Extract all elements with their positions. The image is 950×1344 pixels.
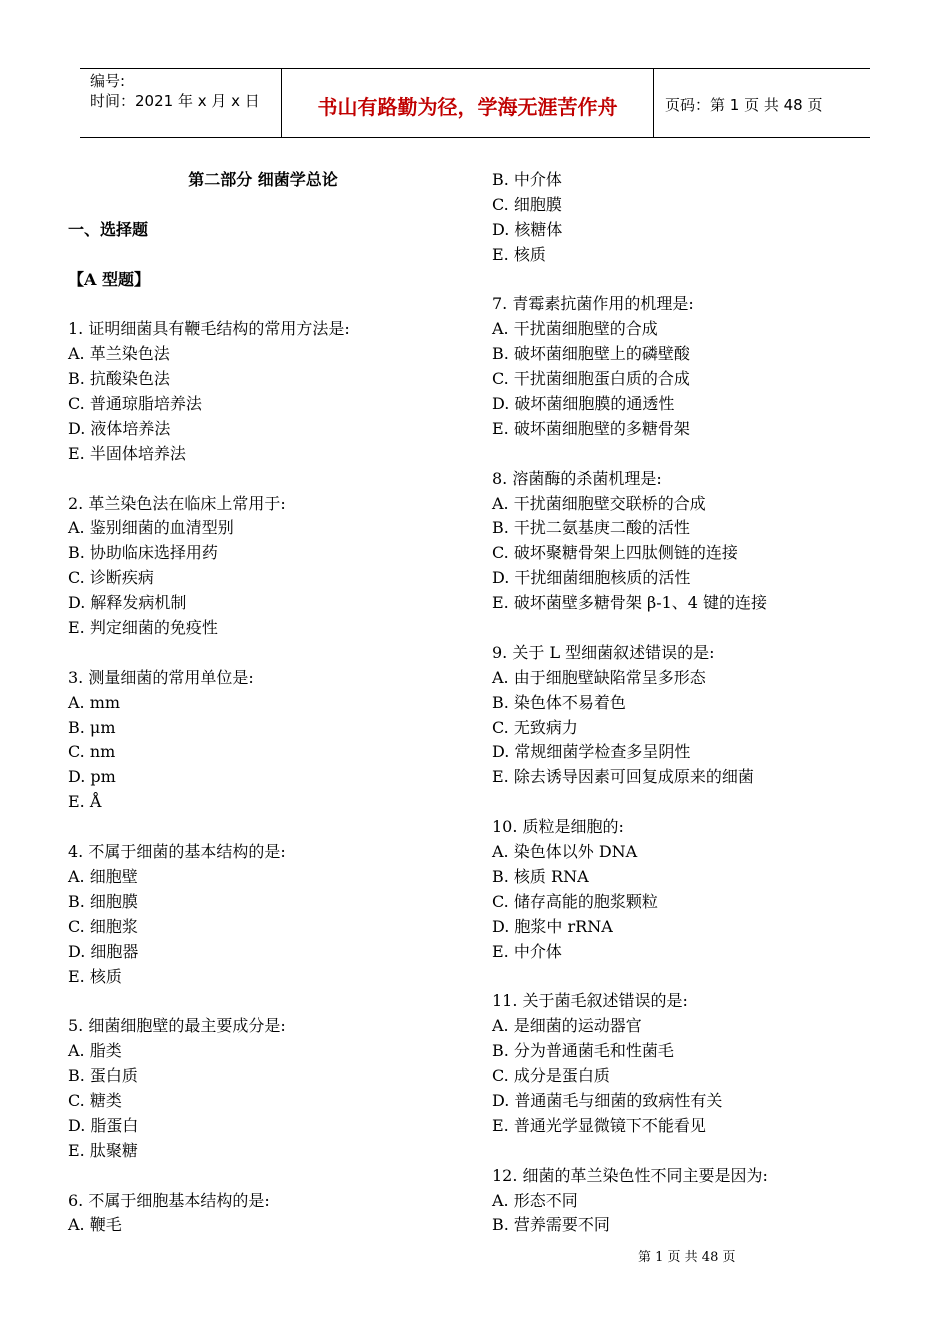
page-number-info: 页码：第 1 页 共 48 页 [665, 96, 823, 114]
answer-option: A. 脂类 [68, 1041, 122, 1061]
blank-line [68, 641, 468, 666]
blank-line [68, 815, 468, 840]
blank-line [492, 965, 892, 990]
page-header [80, 68, 870, 138]
right-column [492, 168, 892, 1238]
answer-option: E. 肽聚糖 [68, 1140, 138, 1160]
answer-option: C. 诊断疾病 [68, 568, 154, 588]
answer-option: D. 液体培养法 [68, 418, 171, 438]
answer-option: D. 干扰细菌细胞核质的活性 [492, 568, 691, 588]
document-date: 时间：2021 年 x 月 x 日 [90, 92, 260, 110]
blank-line [492, 268, 892, 293]
answer-option: B. 中介体 [492, 170, 562, 189]
answer-option: E. 核质 [68, 966, 122, 986]
answer-option: C. 破坏聚糖骨架上四肽侧链的连接 [492, 543, 738, 563]
answer-option: B. 分为普通菌毛和性菌毛 [492, 1041, 674, 1061]
answer-option: B. 抗酸染色法 [68, 369, 170, 389]
answer-option: D. 常规细菌学检查多呈阴性 [492, 742, 691, 762]
answer-option: D. 破坏菌细胞膜的通透性 [492, 394, 675, 414]
blank-line [68, 1164, 468, 1189]
answer-option: C. 糖类 [68, 1090, 122, 1110]
section-title: 第二部分 细菌学总论 [188, 170, 338, 189]
answer-option: A. 干扰菌细胞壁的合成 [492, 319, 658, 339]
answer-option: B. 细胞膜 [68, 891, 138, 911]
answer-option: B. 染色体不易着色 [492, 692, 626, 712]
left-column [68, 168, 468, 1238]
answer-option: C. 成分是蛋白质 [492, 1066, 610, 1086]
blank-line [68, 467, 468, 492]
question-stem: 6. 不属于细胞基本结构的是: [68, 1190, 270, 1210]
question-stem: 12. 细菌的革兰染色性不同主要是因为: [492, 1165, 768, 1185]
question-stem: 11. 关于菌毛叙述错误的是: [492, 991, 688, 1011]
document-number-label: 编号: [90, 72, 126, 90]
answer-option: E. 普通光学显微镜下不能看见 [492, 1115, 706, 1135]
section-heading: 一、选择题 [68, 219, 149, 239]
question-stem: 8. 溶菌酶的杀菌机理是: [492, 468, 662, 488]
answer-option: A. 形态不同 [492, 1190, 578, 1210]
answer-option: D. 核糖体 [492, 219, 563, 239]
header-page-cell [653, 69, 870, 137]
answer-option: E. 判定细菌的免疫性 [68, 618, 218, 638]
answer-option: D. 脂蛋白 [68, 1115, 139, 1135]
answer-option: A. 鉴别细菌的血清型别 [68, 518, 234, 538]
blank-line [492, 1139, 892, 1164]
answer-option: A. 细胞壁 [68, 866, 138, 886]
answer-option: D. 细胞器 [68, 941, 139, 961]
blank-line [68, 193, 468, 218]
answer-option: D. 解释发病机制 [68, 593, 187, 613]
question-stem: 10. 质粒是细胞的: [492, 817, 624, 837]
question-stem: 3. 测量细菌的常用单位是: [68, 667, 254, 687]
answer-option: E. 核质 [492, 244, 546, 264]
blank-line [68, 989, 468, 1014]
question-stem: 9. 关于 L 型细菌叙述错误的是: [492, 642, 715, 662]
page-footer: 第 1 页 共 48 页 [638, 1250, 736, 1265]
answer-option: C. 储存高能的胞浆颗粒 [492, 891, 658, 911]
question-stem: 4. 不属于细菌的基本结构的是: [68, 842, 286, 862]
answer-option: A. 鞭毛 [68, 1215, 122, 1235]
answer-option: B. μm [68, 717, 116, 737]
answer-option: E. 破坏菌壁多糖骨架 β-1、4 键的连接 [492, 593, 768, 613]
answer-option: B. 营养需要不同 [492, 1215, 610, 1235]
blank-line [492, 790, 892, 815]
header-meta-cell [80, 69, 280, 137]
answer-option: C. 细胞膜 [492, 194, 562, 214]
header-motto-cell [281, 69, 654, 137]
answer-option: D. pm [68, 767, 116, 787]
answer-option: C. 干扰菌细胞蛋白质的合成 [492, 369, 690, 389]
answer-option: A. 是细菌的运动器官 [492, 1016, 642, 1036]
answer-option: B. 核质 RNA [492, 866, 589, 886]
question-stem: 5. 细菌细胞壁的最主要成分是: [68, 1016, 286, 1036]
answer-option: C. 普通琼脂培养法 [68, 394, 202, 414]
answer-option: E. 中介体 [492, 941, 562, 961]
answer-option: A. mm [68, 692, 121, 712]
answer-option: D. 普通菌毛与细菌的致病性有关 [492, 1090, 723, 1110]
blank-line [492, 442, 892, 467]
answer-option: D. 胞浆中 rRNA [492, 916, 613, 936]
question-stem: 7. 青霉素抗菌作用的机理是: [492, 294, 694, 314]
answer-option: A. 革兰染色法 [68, 344, 170, 364]
answer-option: A. 染色体以外 DNA [492, 842, 638, 862]
answer-option: B. 破坏菌细胞壁上的磷壁酸 [492, 344, 690, 364]
answer-option: E. 半固体培养法 [68, 443, 186, 463]
answer-option: C. 无致病力 [492, 717, 578, 737]
answer-option: B. 蛋白质 [68, 1066, 138, 1086]
answer-option: E. 破坏菌细胞壁的多糖骨架 [492, 418, 690, 438]
motto-text: 书山有路勤为径，学海无涯苦作舟 [317, 95, 618, 119]
answer-option: E. Å [68, 792, 102, 812]
answer-option: B. 协助临床选择用药 [68, 543, 218, 563]
answer-option: C. nm [68, 742, 116, 762]
answer-option: A. 由于细胞壁缺陷常呈多形态 [492, 667, 706, 687]
answer-option: E. 除去诱导因素可回复成原来的细菌 [492, 767, 754, 787]
question-stem: 2. 革兰染色法在临床上常用于: [68, 493, 286, 513]
answer-option: C. 细胞浆 [68, 916, 138, 936]
answer-option: A. 干扰菌细胞壁交联桥的合成 [492, 493, 706, 513]
blank-line [68, 243, 468, 268]
section-heading: 【A 型题】 [68, 269, 150, 289]
blank-line [68, 292, 468, 317]
answer-option: B. 干扰二氨基庚二酸的活性 [492, 518, 690, 538]
question-stem: 1. 证明细菌具有鞭毛结构的常用方法是: [68, 319, 350, 339]
blank-line [492, 616, 892, 641]
